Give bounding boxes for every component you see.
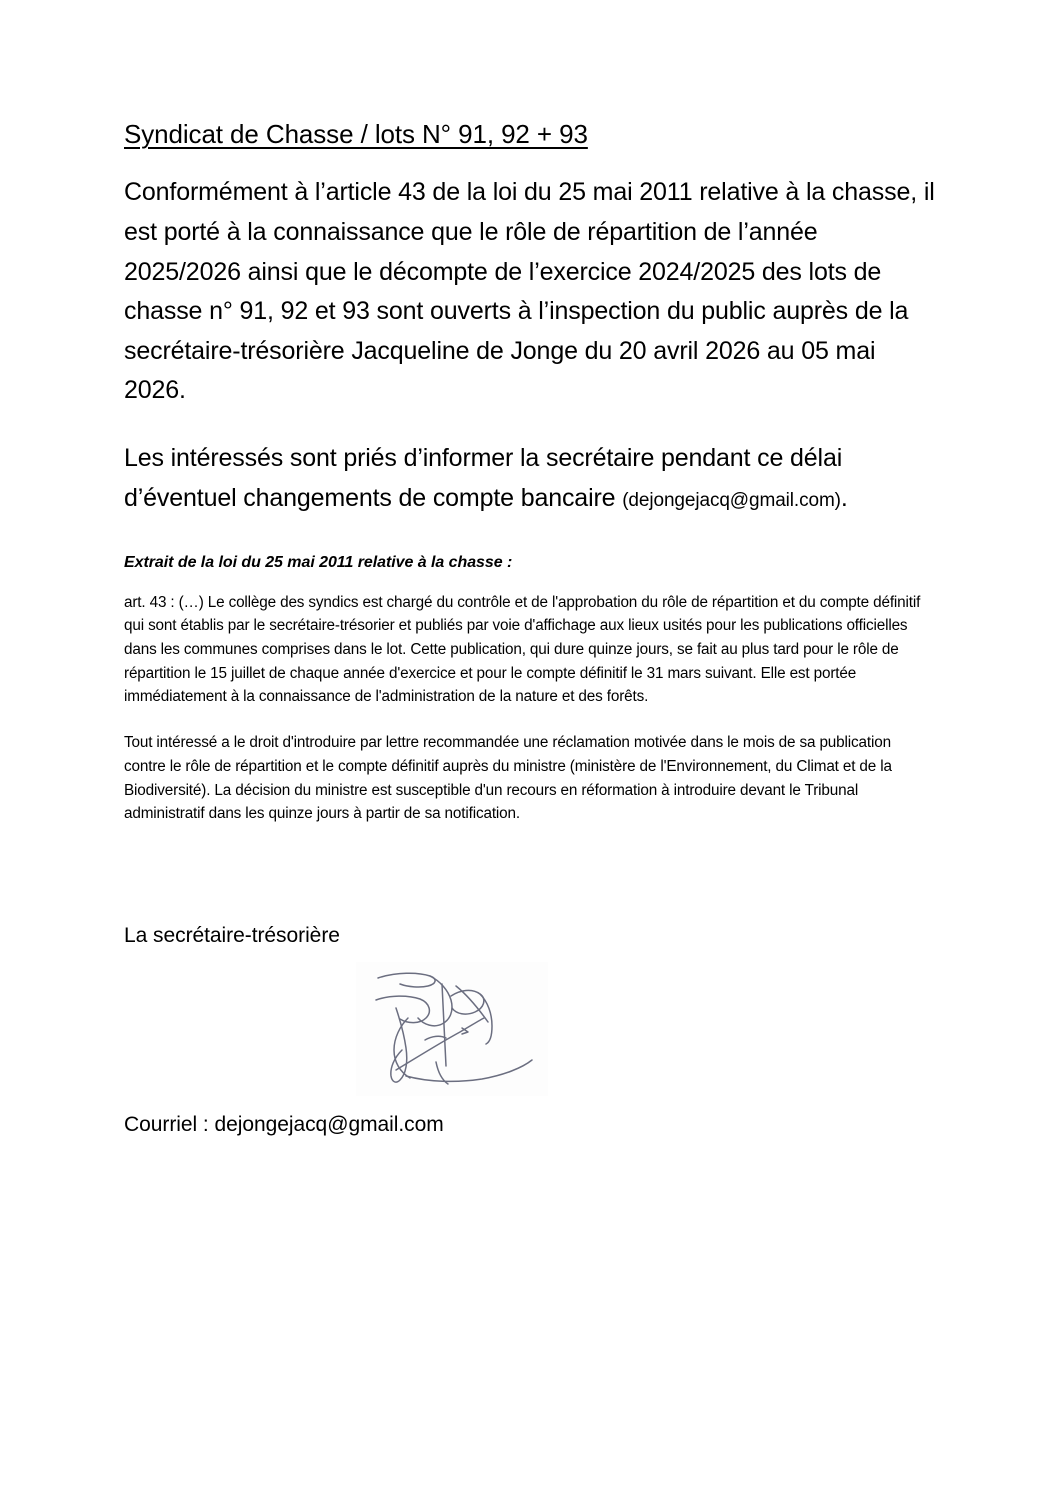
document-body: [124, 118, 939, 826]
page-title: [124, 118, 939, 151]
notice-paragraph-2-end: .: [840, 483, 848, 512]
legal-paragraph-1: art. 43 : (…) Le collège des syndics est chargé du contrôle et de l'approbation du rôle de répartition et du compte définitif qui sont établis par le secrétaire-trésorier et publiés par voie d'affichage aux lieux usités pour les publications officielles dans les communes comprises dans le lot. Cette publication, qui dure quinze jours, se fait au plus tard pour le rôle de répartition le 15 juillet de chaque année d'exercice et pour le compte définitif le 31 mars suivant. Elle est portée immédiatement à la connaissance de l'administration de la nature et des forêts.: [124, 593, 921, 706]
law-extract-heading: Extrait de la loi du 25 mai 2011 relative à la chasse :: [124, 554, 513, 572]
signature-role-label: La secrétaire-trésorière: [124, 924, 340, 947]
notice-paragraph-2: [124, 439, 939, 518]
contact-email-line: Courriel : dejongejacq@gmail.com: [124, 1113, 444, 1136]
legal-paragraph-2: Tout intéressé a le droit d'introduire par lettre recommandée une réclamation motivée dans le mois de sa publication contre le rôle de répartition et le compte définitif auprès du ministre (ministère de l'Environnement, du Climat et de la Biodiversité). La décision du ministre est susceptible d'un recours en réformation à introduire devant le Tribunal administratif dans les quinze jours à partir de sa notification.: [124, 734, 892, 823]
notice-paragraph-1: Conformément à l’article 43 de la loi du 25 mai 2011 relative à la chasse, il est porté à la connaissance que le rôle de répartition de l’année 2025/2026 ainsi que le décompte de l’exercice 2024/2025 des lots de chasse n° 91, 92 et 93 sont ouverts à l’inspection du public auprès de la secrétaire-trésorière Jacqueline de Jonge du 20 avril 2026 au 05 mai 2026.: [124, 178, 935, 405]
page-title-text: Syndicat de Chasse / lots N° 91, 92 + 93: [124, 119, 588, 149]
handwritten-signature-image: [356, 962, 548, 1096]
notice-paragraph-2-main: Les intéressés sont priés d’informer la secrétaire pendant ce délai d’éventuel changements de compte bancaire: [124, 444, 843, 512]
contact-email-inline: (dejongejacq@gmail.com): [622, 489, 841, 511]
